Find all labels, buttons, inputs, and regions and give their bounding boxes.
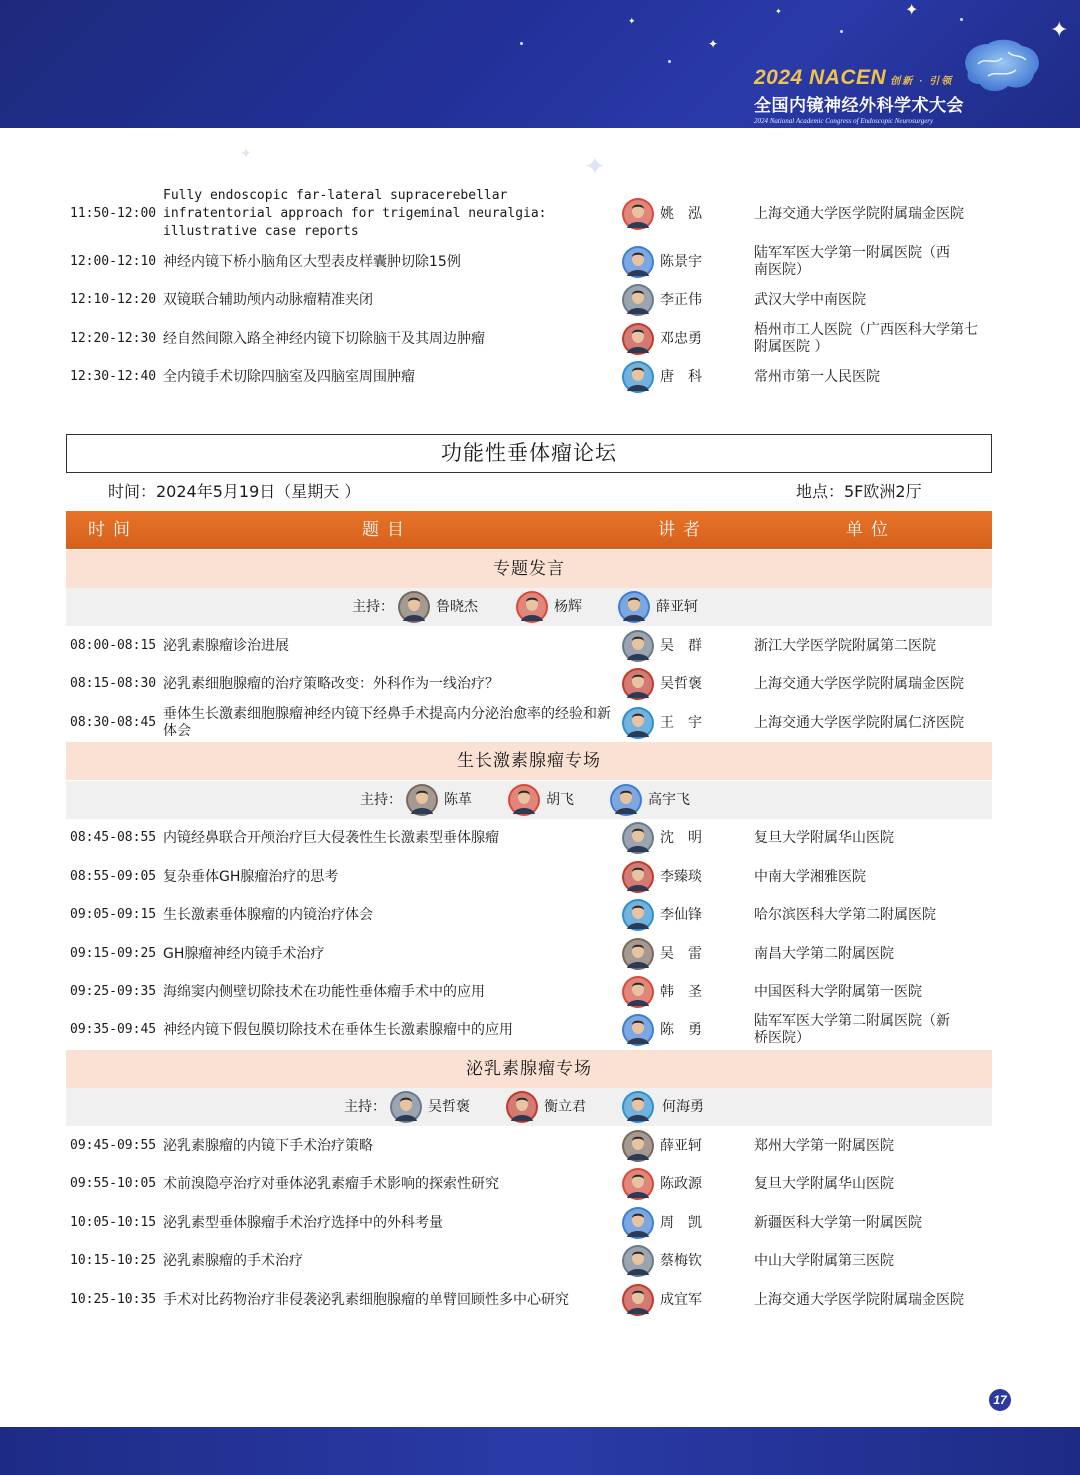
row-topic: 双镜联合辅助颅内动脉瘤精准夹闭 (163, 291, 373, 308)
row-time: 08:45-08:55 (70, 830, 157, 845)
row-topic: 泌乳素型垂体腺瘤手术治疗选择中的外科考量 (163, 1214, 443, 1231)
person-avatar-icon (610, 784, 642, 816)
row-topic: 经自然间隙入路全神经内镜下切除脑干及其周边肿瘤 (163, 330, 485, 347)
host-label: 主持： (360, 792, 402, 808)
row-topic: 泌乳素腺瘤的手术治疗 (163, 1252, 303, 1269)
table-row (66, 1242, 992, 1280)
row-speaker: 陈 勇 (660, 1022, 702, 1038)
host-name: 高宇飞 (648, 792, 690, 808)
sparkle-icon: ✦ (584, 152, 606, 182)
host-name: 鲁晓杰 (436, 599, 478, 615)
person-avatar-icon (622, 707, 654, 739)
row-unit: 上海交通大学医学院附属瑞金医院 (754, 1291, 964, 1308)
host-row (66, 781, 992, 819)
row-speaker: 沈 明 (660, 830, 702, 846)
host-name: 陈革 (444, 792, 472, 808)
row-topic: 泌乳素腺瘤的内镜下手术治疗策略 (163, 1137, 373, 1154)
row-topic: 泌乳素腺瘤诊治进展 (163, 637, 289, 654)
brand-subtitle: 2024 National Academic Congress of Endoscopic Neurosurgery (754, 117, 934, 125)
row-unit: 中南大学湘雅医院 (754, 868, 866, 885)
row-unit: 常州市第一人民医院 (754, 368, 880, 385)
row-speaker: 李臻琰 (660, 869, 702, 885)
row-unit: 上海交通大学医学院附属瑞金医院 (754, 675, 964, 692)
row-speaker: 陈景宇 (660, 254, 702, 270)
row-unit: 中国医科大学附属第一医院 (754, 983, 922, 1000)
host-name: 杨辉 (554, 599, 582, 615)
row-time: 08:55-09:05 (70, 869, 157, 884)
table-header (66, 511, 992, 549)
person-avatar-icon (622, 284, 654, 316)
host-name: 何海勇 (662, 1099, 704, 1115)
row-speaker: 王 宇 (660, 715, 702, 731)
table-row (66, 665, 992, 703)
row-time: 10:25-10:35 (70, 1292, 157, 1307)
person-avatar-icon (622, 1014, 654, 1046)
person-avatar-icon (622, 861, 654, 893)
header-topic: 题目 (362, 520, 412, 540)
forum-time: 时间：2024年5月19日（星期天 ） (108, 482, 361, 501)
person-avatar-icon (622, 1130, 654, 1162)
sparkle-icon: ✦ (905, 0, 919, 19)
row-time: 11:50-12:00 (70, 206, 157, 221)
row-topic: 术前溴隐亭治疗对垂体泌乳素瘤手术影响的探索性研究 (163, 1175, 499, 1192)
congress-brand (754, 66, 964, 125)
row-topic: 内镜经鼻联合开颅治疗巨大侵袭性生长激素型垂体腺瘤 (163, 829, 499, 846)
person-avatar-icon (622, 630, 654, 662)
table-row (66, 1127, 992, 1165)
row-topic: 垂体生长激素细胞腺瘤神经内镜下经鼻手术提高内分泌治愈率的经验和新体会 (163, 706, 611, 739)
row-speaker: 李正伟 (660, 292, 702, 308)
header-time: 时间 (88, 520, 138, 540)
sparkle-icon (840, 30, 843, 33)
row-topic: Fully endoscopic far-lateral supracerebellar infratentorial approach for trigeminal neuralgia: illustrative case reports (163, 188, 547, 239)
person-avatar-icon (398, 591, 430, 623)
page-header (0, 0, 1080, 128)
row-speaker: 吴 雷 (660, 946, 702, 962)
person-avatar-icon (622, 822, 654, 854)
table-row (66, 1165, 992, 1203)
table-row (66, 704, 992, 742)
person-avatar-icon (516, 591, 548, 623)
row-unit: 陆军军医大学第一附属医院（西南医院） (754, 245, 950, 278)
host-name: 吴哲褒 (428, 1099, 470, 1115)
row-unit: 梧州市工人医院（广西医科大学第七附属医院 ） (754, 322, 978, 355)
forum-title: 功能性垂体瘤论坛 (66, 434, 992, 473)
row-time: 09:55-10:05 (70, 1176, 157, 1191)
sparkle-icon (668, 60, 671, 63)
page-number: 17 (989, 1389, 1011, 1411)
host-row (66, 1088, 992, 1126)
section-title: 生长激素腺瘤专场 (66, 742, 992, 780)
table-row (66, 1204, 992, 1242)
row-time: 10:05-10:15 (70, 1215, 157, 1230)
person-avatar-icon (622, 1168, 654, 1200)
row-speaker: 姚 泓 (660, 206, 702, 222)
row-time: 12:20-12:30 (70, 331, 157, 346)
row-time: 12:30-12:40 (70, 369, 157, 384)
row-unit: 郑州大学第一附属医院 (754, 1137, 894, 1154)
sparkle-icon (960, 18, 963, 21)
person-avatar-icon (508, 784, 540, 816)
brand-year: 2024 NACEN (754, 66, 887, 89)
row-unit: 浙江大学医学院附属第二医院 (754, 637, 936, 654)
row-speaker: 邓忠勇 (660, 331, 702, 347)
table-row (66, 358, 992, 396)
table-row (66, 627, 992, 665)
person-avatar-icon (622, 1284, 654, 1316)
header-unit: 单位 (846, 520, 896, 540)
row-unit: 陆军军医大学第二附属医院（新桥医院） (754, 1013, 950, 1046)
page-footer (0, 1427, 1080, 1475)
row-time: 08:15-08:30 (70, 676, 157, 691)
row-speaker: 成宜军 (660, 1292, 702, 1308)
row-unit: 中山大学附属第三医院 (754, 1252, 894, 1269)
row-unit: 武汉大学中南医院 (754, 291, 866, 308)
row-unit: 南昌大学第二附属医院 (754, 945, 894, 962)
sparkle-icon: ✦ (775, 7, 782, 16)
row-speaker: 陈政源 (660, 1176, 702, 1192)
table-row (66, 188, 992, 239)
row-topic: 海绵窦内侧壁切除技术在功能性垂体瘤手术中的应用 (163, 983, 485, 1000)
section-title: 泌乳素腺瘤专场 (66, 1050, 992, 1088)
person-avatar-icon (622, 976, 654, 1008)
brand-slogan: 创新 · 引领 (890, 76, 954, 87)
row-time: 12:10-12:20 (70, 292, 157, 307)
row-time: 09:25-09:35 (70, 984, 157, 999)
host-label: 主持： (352, 599, 394, 615)
row-time: 12:00-12:10 (70, 254, 157, 269)
row-unit: 哈尔滨医科大学第二附属医院 (754, 906, 936, 923)
section-title: 专题发言 (66, 550, 992, 588)
sparkle-icon: ✦ (708, 37, 719, 51)
host-name: 衡立君 (544, 1099, 586, 1115)
person-avatar-icon (622, 938, 654, 970)
brand-title: 全国内镜神经外科学术大会 (754, 96, 964, 116)
row-speaker: 薛亚轲 (660, 1138, 702, 1154)
row-topic: 生长激素垂体腺瘤的内镜治疗体会 (163, 906, 373, 923)
host-label: 主持： (344, 1099, 386, 1115)
row-time: 09:15-09:25 (70, 946, 157, 961)
sparkle-icon: ✦ (1050, 18, 1069, 43)
person-avatar-icon (622, 1091, 654, 1123)
row-unit: 复旦大学附属华山医院 (754, 829, 894, 846)
row-unit: 上海交通大学医学院附属仁济医院 (754, 714, 964, 731)
row-topic: 复杂垂体GH腺瘤治疗的思考 (163, 868, 339, 885)
row-time: 09:05-09:15 (70, 907, 157, 922)
person-avatar-icon (506, 1091, 538, 1123)
person-avatar-icon (622, 246, 654, 278)
table-row (66, 243, 992, 281)
person-avatar-icon (622, 668, 654, 700)
row-speaker: 周 凯 (660, 1215, 702, 1231)
table-row (66, 973, 992, 1011)
person-avatar-icon (390, 1091, 422, 1123)
person-avatar-icon (622, 1207, 654, 1239)
host-name: 胡飞 (546, 792, 574, 808)
table-row (66, 320, 992, 358)
row-speaker: 唐 科 (660, 369, 702, 385)
person-avatar-icon (622, 323, 654, 355)
person-avatar-icon (622, 1245, 654, 1277)
row-speaker: 韩 圣 (660, 984, 702, 1000)
row-speaker: 蔡梅钦 (660, 1253, 702, 1269)
host-name: 薛亚轲 (656, 599, 698, 615)
table-row (66, 858, 992, 896)
table-row (66, 281, 992, 319)
table-row (66, 1281, 992, 1319)
host-row (66, 588, 992, 626)
row-speaker: 吴哲褒 (660, 676, 702, 692)
row-speaker: 吴 群 (660, 638, 702, 654)
person-avatar-icon (622, 899, 654, 931)
row-time: 09:45-09:55 (70, 1138, 157, 1153)
row-topic: 神经内镜下假包膜切除技术在垂体生长激素腺瘤中的应用 (163, 1021, 513, 1038)
table-row (66, 1011, 992, 1049)
row-topic: 全内镜手术切除四脑室及四脑室周围肿瘤 (163, 368, 415, 385)
sparkle-icon: ✦ (628, 17, 636, 27)
row-topic: 泌乳素细胞腺瘤的治疗策略改变：外科作为一线治疗？ (163, 675, 499, 692)
row-speaker: 李仙锋 (660, 907, 702, 923)
sparkle-icon: ✦ (240, 146, 252, 162)
table-row (66, 935, 992, 973)
person-avatar-icon (406, 784, 438, 816)
brain-logo-icon (958, 36, 1044, 98)
row-topic: 神经内镜下桥小脑角区大型表皮样囊肿切除15例 (163, 253, 461, 270)
row-unit: 上海交通大学医学院附属瑞金医院 (754, 205, 964, 222)
row-topic: GH腺瘤神经内镜手术治疗 (163, 945, 325, 962)
person-avatar-icon (622, 198, 654, 230)
person-avatar-icon (618, 591, 650, 623)
row-time: 08:30-08:45 (70, 715, 157, 730)
table-row (66, 896, 992, 934)
forum-location: 地点：5F欧洲2厅 (796, 482, 922, 501)
header-speaker: 讲者 (658, 520, 708, 540)
row-topic: 手术对比药物治疗非侵袭泌乳素细胞腺瘤的单臂回顾性多中心研究 (163, 1291, 569, 1308)
row-unit: 新疆医科大学第一附属医院 (754, 1214, 922, 1231)
table-row (66, 819, 992, 857)
person-avatar-icon (622, 361, 654, 393)
row-time: 09:35-09:45 (70, 1022, 157, 1037)
sparkle-icon (520, 42, 523, 45)
row-time: 08:00-08:15 (70, 638, 157, 653)
row-time: 10:15-10:25 (70, 1253, 157, 1268)
row-unit: 复旦大学附属华山医院 (754, 1175, 894, 1192)
